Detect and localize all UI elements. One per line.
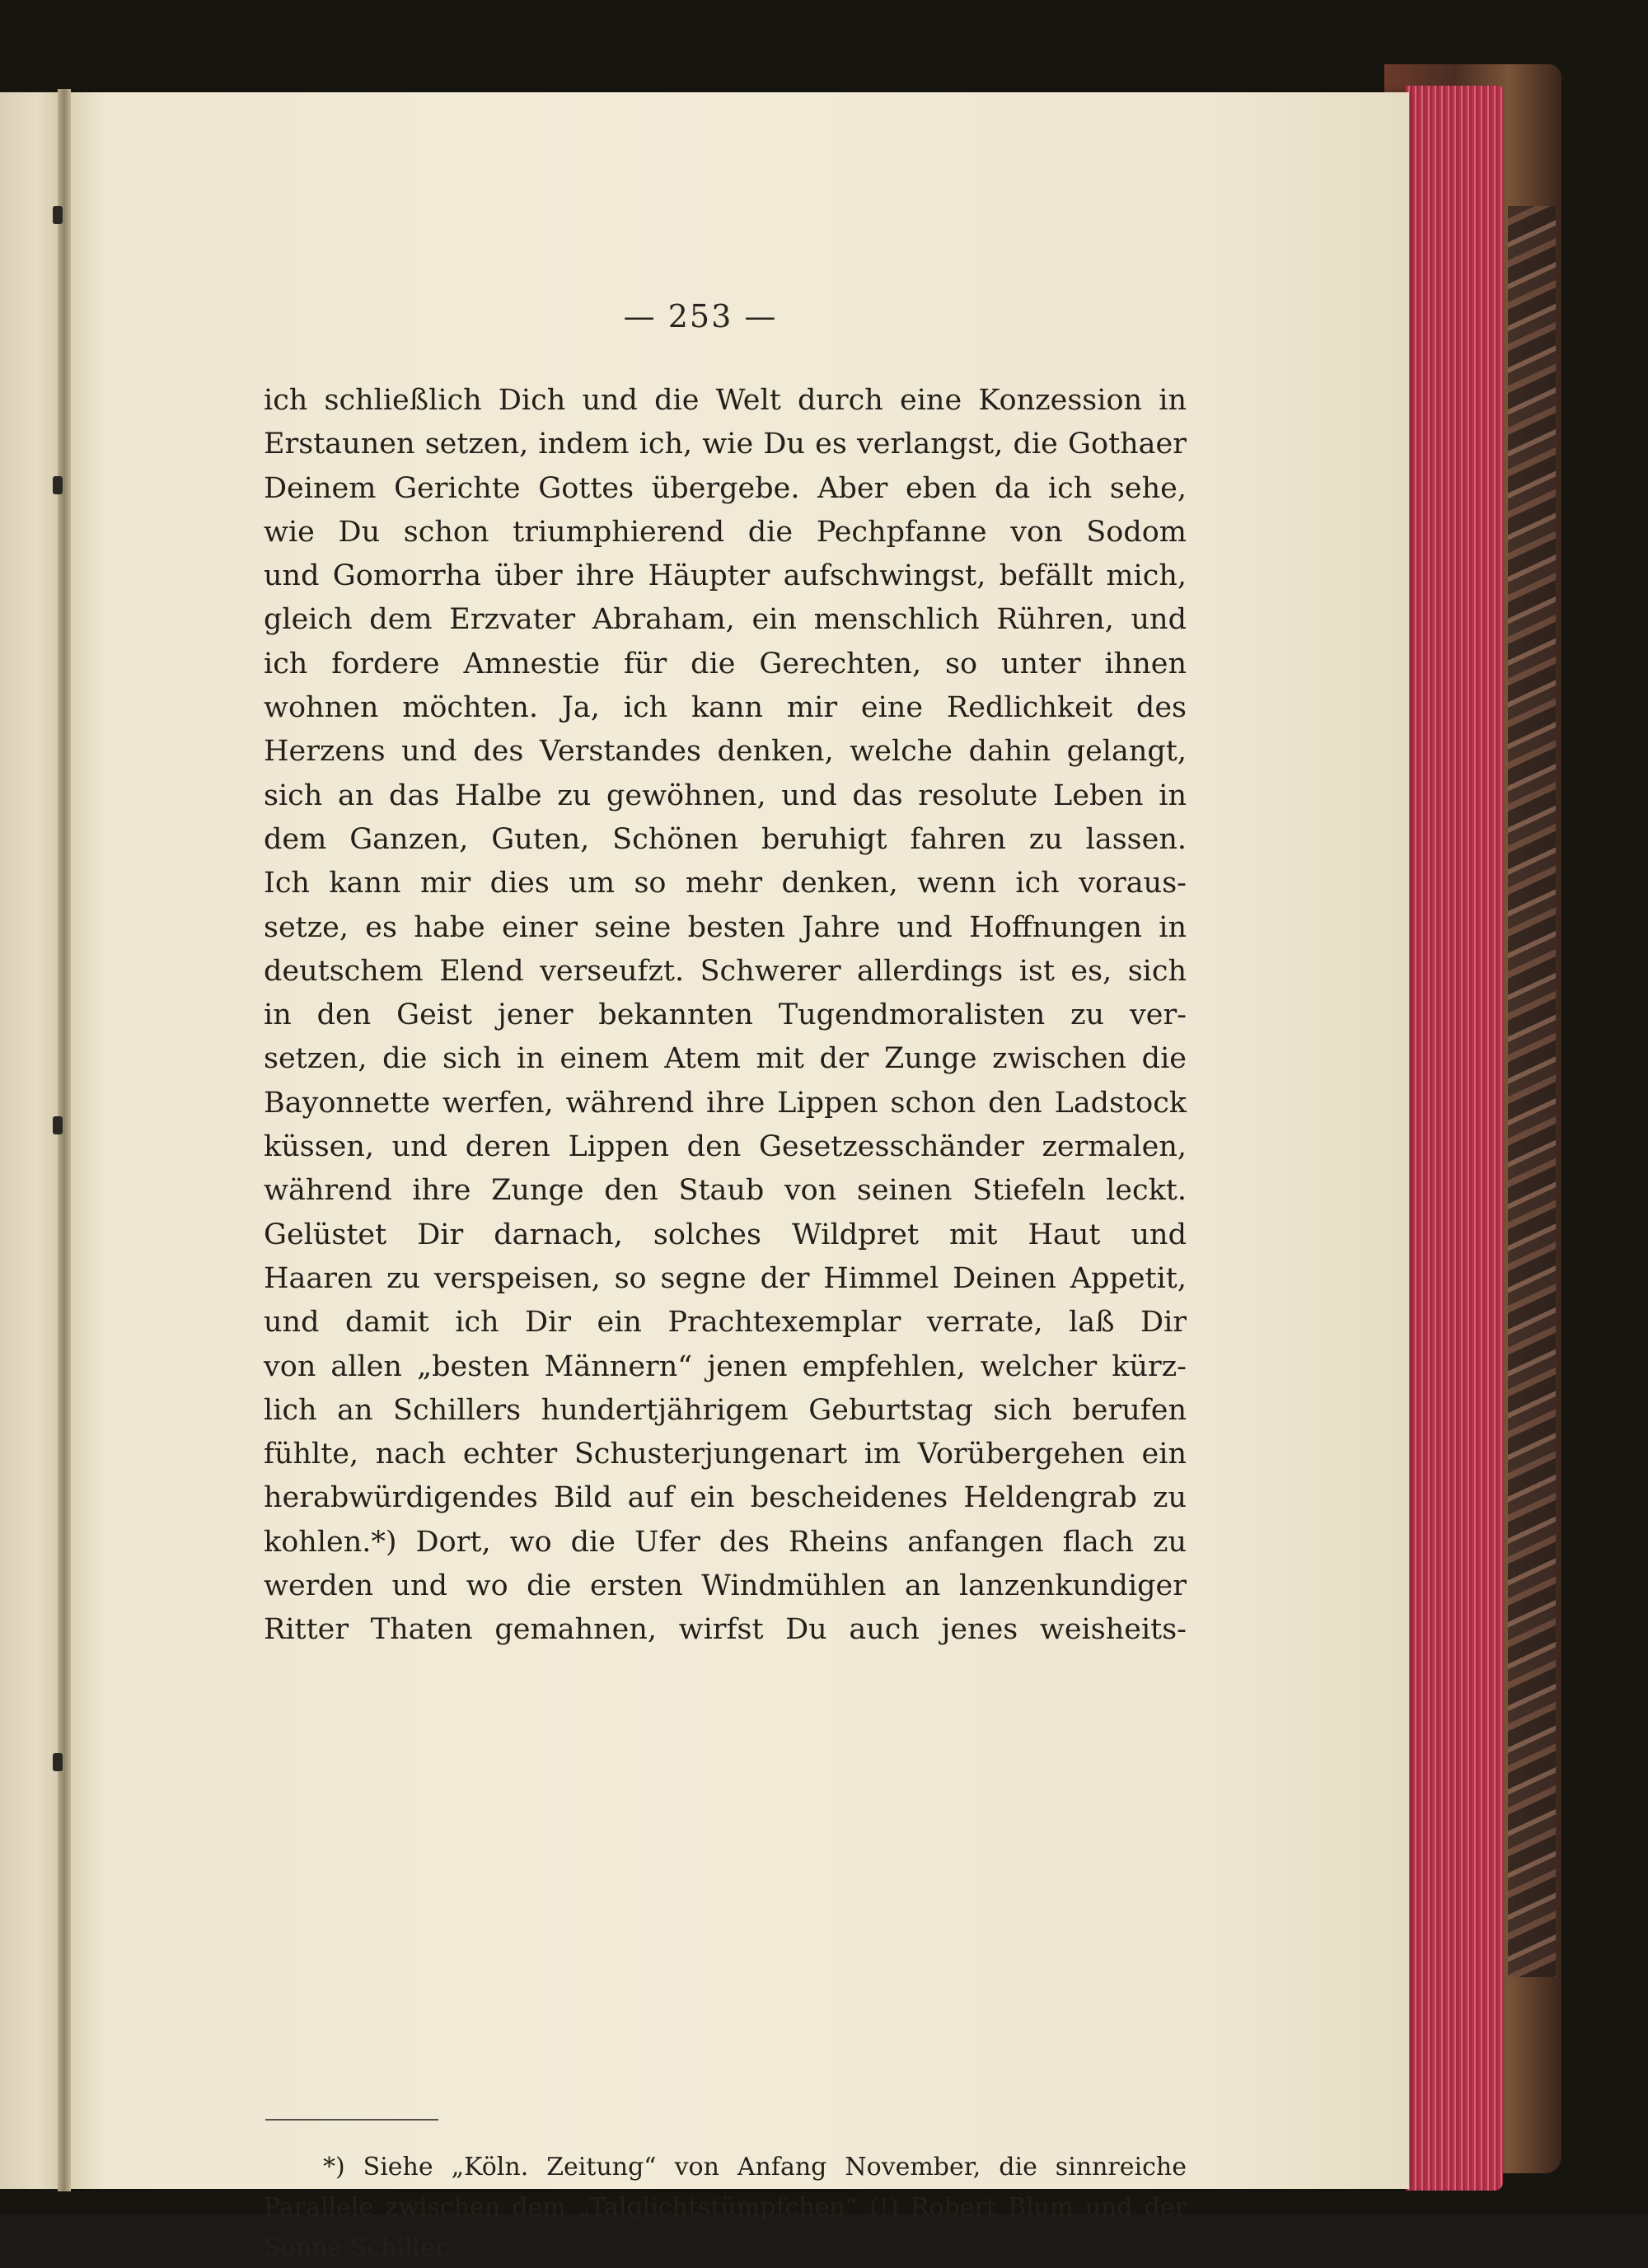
text-line: während ihre Zunge den Staub von seinen Stiefeln leckt. [264,1174,1187,1208]
footnote-line: Sonne Schiller. [264,2233,452,2262]
text-line: und Gomorrha über ihre Häupter aufschwingst, befällt mich, [264,559,1187,593]
text-line: herabwürdigendes Bild auf ein bescheidenes Heldengrab zu [264,1481,1187,1515]
text-line: Ich kann mir dies um so mehr denken, wenn ich voraus- [264,867,1187,900]
text-line: Herzens und des Verstandes denken, welche dahin gelangt, [264,735,1187,769]
footnote-line: *) Siehe „Köln. Zeitung“ von Anfang November, die sinnreiche [323,2153,1187,2181]
text-line: Haaren zu verspeisen, so segne der Himmel Deinen Appetit, [264,1261,1187,1295]
page-gutter [58,89,71,2191]
text-line: Bayonnette werfen, während ihre Lippen schon den Ladstock [264,1086,1187,1120]
text-line: dem Ganzen, Guten, Schönen beruhigt fahren zu lassen. [264,822,1187,856]
text-line: Ritter Thaten gemahnen, wirfst Du auch jenes weisheits- [264,1613,1187,1647]
text-line: Gelüstet Dir darnach, solches Wildpret mit Haut und [264,1218,1187,1251]
text-line: von allen „besten Männern“ jenen empfehlen, welcher kürz- [264,1349,1187,1383]
text-line: sich an das Halbe zu gewöhnen, und das resolute Leben in [264,779,1187,812]
text-line: gleich dem Erzvater Abraham, ein menschlich Rühren, und [264,603,1187,637]
text-line: fühlte, nach echter Schusterjungenart im Vorübergehen ein [264,1438,1187,1471]
text-line: werden und wo die ersten Windmühlen an lanzenkundiger [264,1569,1187,1603]
text-line: ich fordere Amnestie für die Gerechten, so unter ihnen [264,647,1187,680]
text-line: kohlen.*) Dort, wo die Ufer des Rheins anfangen flach zu [264,1525,1187,1559]
text-line: in den Geist jener bekannten Tugendmoralisten zu ver- [264,998,1187,1032]
text-line: küssen, und deren Lippen den Gesetzesschänder zermalen, [264,1130,1187,1164]
text-line: ich schließlich Dich und die Welt durch eine Konzession in [264,384,1187,417]
binding-clip [53,476,63,494]
text-line: und damit ich Dir ein Prachtexemplar verrate, laß Dir [264,1306,1187,1340]
footnote-rule [265,2119,438,2121]
binding-clip [53,1116,63,1134]
text-line: Erstaunen setzen, indem ich, wie Du es verlangst, die Gothaer [264,428,1187,461]
marbled-board [1508,206,1556,1977]
text-line: setze, es habe einer seine besten Jahre und Hoffnungen in [264,910,1187,944]
binding-clip [53,1753,63,1771]
text-line: deutschem Elend verseufzt. Schwerer allerdings ist es, sich [264,954,1187,988]
text-line: wie Du schon triumphierend die Pechpfanne von Sodom [264,515,1187,549]
footnote-text [264,2147,1187,2268]
page-number: — 253 — [623,298,778,334]
text-line: lich an Schillers hundertjährigem Geburtstag sich berufen [264,1393,1187,1427]
body-text [264,379,1187,1653]
footnote-line: Parallele zwischen dem „Talglichtstümpfchen“ (!) Robert Blum und der [264,2193,1187,2222]
binding-clip [53,206,63,224]
text-line: Deinem Gerichte Gottes übergebe. Aber eben da ich sehe, [264,471,1187,505]
text-line: wohnen möchten. Ja, ich kann mir eine Redlichkeit des [264,691,1187,725]
text-line: setzen, die sich in einem Atem mit der Zunge zwischen die [264,1042,1187,1076]
red-page-edges [1406,86,1503,2191]
